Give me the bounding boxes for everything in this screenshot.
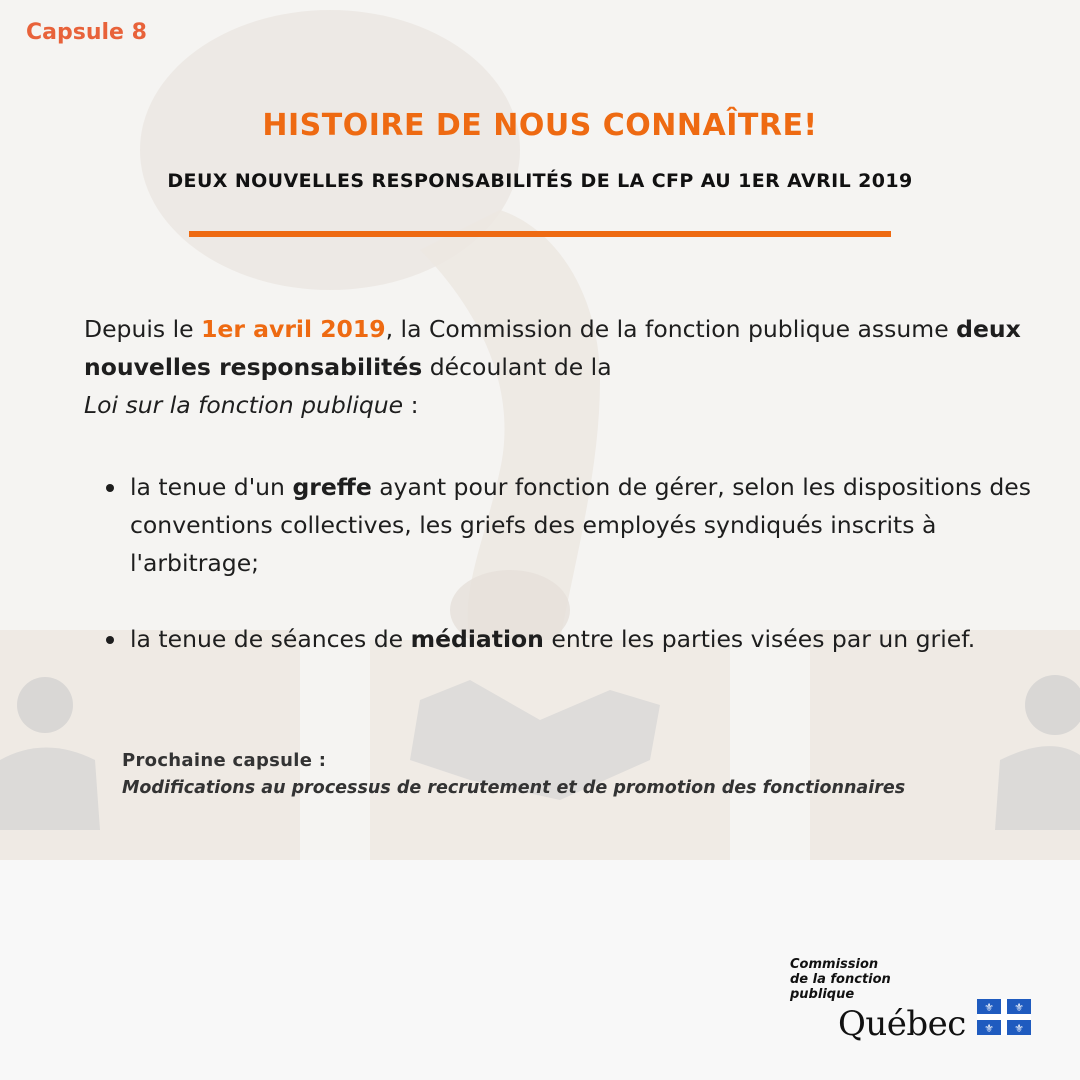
bullet-text: entre les parties visées par un grief. — [543, 625, 976, 653]
page-subtitle: DEUX NOUVELLES RESPONSABILITÉS DE LA CFP AU 1ER AVRIL 2019 — [167, 170, 913, 192]
next-capsule-label: Prochaine capsule : — [122, 750, 327, 771]
intro-bold: deux nouvelles responsabilités — [84, 315, 1021, 381]
svg-text:⚜: ⚜ — [1014, 1022, 1024, 1035]
bullet-icon — [106, 484, 114, 492]
capsule-label: Capsule 8 — [26, 20, 147, 45]
svg-text:⚜: ⚜ — [1014, 1001, 1024, 1014]
law-title: Loi sur la fonction publique — [84, 391, 404, 419]
responsibilities-list — [106, 468, 1036, 658]
intro-date: 1er avril 2019 — [201, 315, 386, 343]
logo-line: Commission — [790, 957, 879, 972]
logo-line: de la fonction — [790, 972, 891, 987]
bullet-text: ayant pour fonction de gérer, selon les dispositions des conventions collectives, les griefs des employés syndiqués inscrits à l'arbitrage; — [130, 473, 1031, 577]
svg-text:⚜: ⚜ — [984, 1001, 994, 1014]
bullet-text: la tenue d'un — [130, 473, 293, 501]
logo-quebec-wordmark: Québec — [838, 1004, 966, 1044]
intro-text: Depuis le — [84, 315, 202, 343]
intro-text: , la Commission de la fonction publique assume — [385, 315, 957, 343]
bullet-bold: greffe — [292, 473, 372, 501]
next-capsule-title: Modifications au processus de recrutement et de promotion des fonctionnaires — [122, 778, 906, 798]
intro-text: découlant de la — [422, 353, 612, 381]
bullet-icon — [106, 636, 114, 644]
title-divider — [189, 231, 891, 237]
intro-paragraph — [84, 310, 1034, 424]
svg-text:⚜: ⚜ — [984, 1022, 994, 1035]
page-title: HISTOIRE DE NOUS CONNAÎTRE! — [262, 108, 818, 143]
list-item — [106, 620, 1036, 658]
quebec-flag-icon — [977, 999, 1031, 1035]
logo-line: publique — [790, 987, 855, 1002]
bullet-bold: médiation — [410, 625, 544, 653]
intro-text: : — [403, 391, 419, 419]
logo-organization — [790, 957, 891, 1002]
list-item — [106, 468, 1036, 582]
bullet-text: la tenue de séances de — [130, 625, 411, 653]
